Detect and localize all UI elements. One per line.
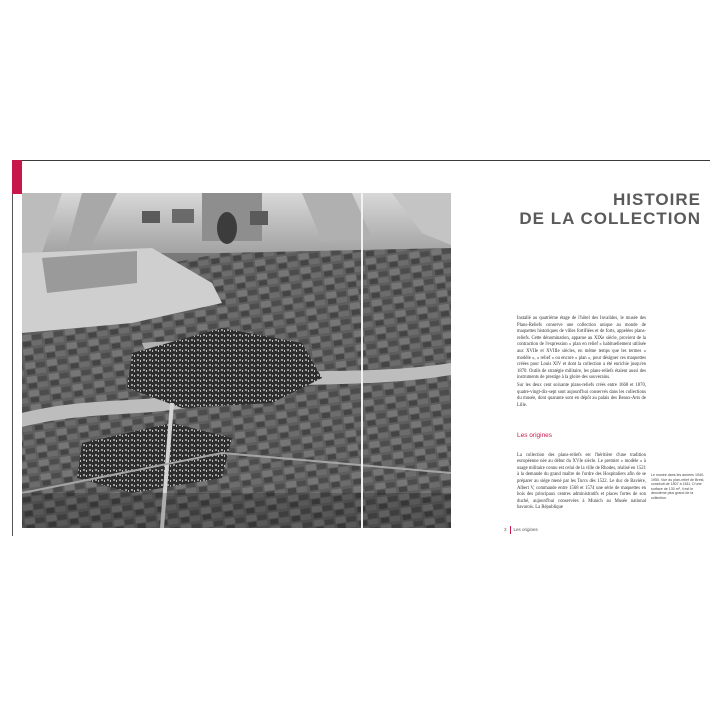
body-text-origins bbox=[517, 448, 646, 517]
folio-divider bbox=[510, 526, 511, 534]
section-subhead: Les origines bbox=[517, 432, 553, 439]
left-page-rule bbox=[12, 194, 13, 536]
photo-caption: Le musée dans les années 1940-1950. Vue du plan-relief de Brest, construit de 1807 à 1811. D'une surface de 130 m², il est le deuxième plus grand de la collection. bbox=[651, 473, 705, 500]
chapter-title-line2: DE LA COLLECTION bbox=[519, 209, 701, 228]
chapter-title-line1: HISTOIRE bbox=[613, 190, 701, 209]
chapter-title bbox=[519, 190, 701, 228]
folio bbox=[504, 526, 538, 534]
body-paragraph: Sur les deux cent soixante plans-reliefs créés entre 1668 et 1870, quatre-vingt-dix-sept sont aujourd'hui conservés dans les collections du musée, dont quarante sont en dépôt au palais des Beaux-Arts de Lille. bbox=[517, 382, 646, 408]
running-section: Les origines bbox=[513, 527, 538, 533]
accent-bar bbox=[12, 160, 22, 194]
relief-map-photo bbox=[22, 193, 451, 528]
body-paragraph: La collection des plans-reliefs est l'héritière d'une tradition européenne née au début du XVIe siècle. Le premier « modèle » à usage militaire connu est celui de la ville de Rhodes, réalisé en 1521 à la demande du grand maître de l'ordre des Hospitaliers afin de se préparer au siège mené par les Turcs dès 1522. Le duc de Bavière, Albert V, commande entre 1568 et 1574 une série de maquettes en bois des principaux centres administratifs et places fortes de son duché, aujourd'hui conservées à Munich au Musée national bavarois. La République bbox=[517, 452, 646, 511]
page-gutter bbox=[361, 193, 363, 528]
body-paragraph: Installé au quatrième étage de l'hôtel des Invalides, le musée des Plans-Reliefs conserve une collection unique au monde de maquettes historiques de villes fortifiées et de forts, appelées plans-reliefs. Cette dénomination, apparue au XIXe siècle, provient de la contraction de l'expression « plan en relief » habituellement utilisée aux XVIIe et XVIIIe siècles, en même temps que les termes « modèle », « relief » ou encore « plan », pour désigner ces maquettes créées pour Louis XIV et dont la collection a été enrichie jusqu'en 1870. Outils de stratégie militaire, les plans-reliefs étaient aussi des instruments de prestige à la gloire des souverains. bbox=[517, 316, 646, 381]
top-rule bbox=[12, 160, 710, 161]
page-number: 3 bbox=[504, 527, 507, 533]
body-text bbox=[517, 316, 646, 410]
relief-map-photo-icon bbox=[22, 193, 451, 528]
